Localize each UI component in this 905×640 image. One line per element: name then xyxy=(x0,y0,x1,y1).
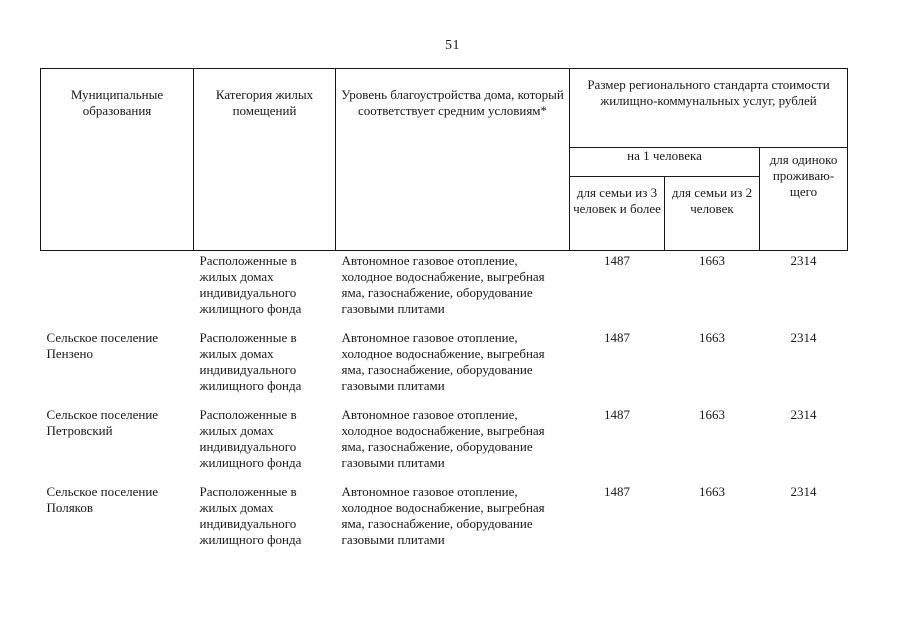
cell-municipality: Сельское поселение Петровский xyxy=(46,407,159,438)
cell-family-3: 1487 xyxy=(604,253,630,268)
cell-category: Расположенные в жилых домах индивидуального жилищного фонда xyxy=(199,330,302,393)
cell-single: 2314 xyxy=(790,484,817,499)
cell-municipality: Сельское поселение Поляков xyxy=(46,484,159,515)
table-body xyxy=(41,251,848,559)
header-standard-size: Размер регионального стандарта стоимости жилищно-коммунальных услуг, рублей xyxy=(570,69,848,148)
table-row xyxy=(41,327,848,404)
header-amenity-level: Уровень благоустройства дома, который соответствует средним условиям* xyxy=(336,69,570,251)
cell-single: 2314 xyxy=(790,253,817,268)
table-row xyxy=(41,404,848,481)
header-category: Категория жилых помещений xyxy=(194,69,336,251)
table-row xyxy=(41,251,848,328)
cell-amenity: Автономное газовое отопление, холодное водоснабжение, выгребная яма, газоснабжение, оборудование газовыми плитами xyxy=(341,407,545,470)
header-per-person: на 1 человека xyxy=(570,148,760,177)
cell-family-2: 1663 xyxy=(699,484,725,499)
cell-category: Расположенные в жилых домах индивидуального жилищного фонда xyxy=(199,484,302,547)
cell-family-2: 1663 xyxy=(699,330,725,345)
header-family-2: для семьи из 2 человек xyxy=(665,177,760,251)
cell-family-2: 1663 xyxy=(699,407,725,422)
table-header xyxy=(41,69,848,251)
table-row xyxy=(41,481,848,558)
header-family-3: для семьи из 3 человек и более xyxy=(570,177,665,251)
cell-family-3: 1487 xyxy=(604,484,630,499)
cell-amenity: Автономное газовое отопление, холодное водоснабжение, выгребная яма, газоснабжение, оборудование газовыми плитами xyxy=(341,330,545,393)
cell-family-3: 1487 xyxy=(604,407,630,422)
cell-amenity: Автономное газовое отопление, холодное водоснабжение, выгребная яма, газоснабжение, оборудование газовыми плитами xyxy=(341,253,545,316)
page-number: 51 xyxy=(445,38,460,53)
cell-municipality xyxy=(41,251,194,328)
cell-single: 2314 xyxy=(790,407,817,422)
cell-municipality: Сельское поселение Пензено xyxy=(46,330,159,361)
cell-family-3: 1487 xyxy=(604,330,630,345)
header-municipality: Муниципальные образования xyxy=(41,69,194,251)
cell-single: 2314 xyxy=(790,330,817,345)
standards-table xyxy=(40,68,848,558)
cell-family-2: 1663 xyxy=(699,253,725,268)
header-single: для одиноко проживаю-щего xyxy=(760,148,848,251)
cell-amenity: Автономное газовое отопление, холодное водоснабжение, выгребная яма, газоснабжение, оборудование газовыми плитами xyxy=(341,484,545,547)
cell-category: Расположенные в жилых домах индивидуального жилищного фонда xyxy=(199,253,302,316)
cell-category: Расположенные в жилых домах индивидуального жилищного фонда xyxy=(199,407,302,470)
